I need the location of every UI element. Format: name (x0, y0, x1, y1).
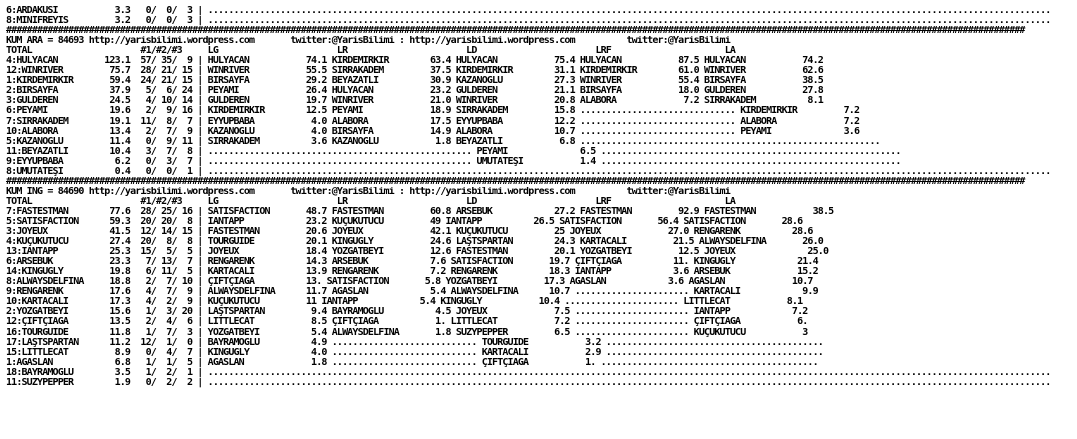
text-line: KUM ARA = 84693 http://yarisbilimi.wordpress.com twitter:@YarisBilimi : http://yarisbilimi.wordpress.com twitter:@YarisBilimi (6, 36, 730, 47)
text-line: 11:SUZYPEPPER 1.9 0/ 2/ 2 | ................................................................................................................................................................... (6, 377, 1051, 388)
text-line: 5:SATISFACTION 59.3 20/ 20/ 8 | İANTAPP 23.2 KÜÇÜKÜTÜCÜ 49 İANTAPP 26.5 SATISFACTION 56.4 SATISFACTION 28.6 (6, 216, 803, 227)
text-line: 9:EYYUPBABA 6.2 0/ 3/ 7 | ................................................... UMUTATEŞİ 1.4 .......................................................... (6, 156, 901, 167)
text-line: 1:KIRDEMİRKIR 59.4 24/ 21/ 15 | BİRSAYFA 29.2 BEYAZATLI 30.9 KAZANOĞLU 27.3 WİNRİVER 55.4 BİRSAYFA 38.5 (6, 76, 823, 87)
text-line: 3:JOYEUX 41.5 12/ 14/ 15 | FASTESTMAN 20.6 JOYEUX 42.1 KÜÇÜKÜTÜCÜ 25 JOYEUX 27.0 RENGARENK 28.6 (6, 227, 813, 238)
text-line: 10:KARTACALI 17.3 4/ 2/ 9 | KÜÇÜKÜTÜCÜ 11 İANTAPP 5.4 KİNGUGLY 10.4 ...................... LİTTLECAT 8.1 (6, 297, 803, 308)
text-line: TOTAL #1/#2/#3 LG LR LD LRF LA (6, 196, 736, 207)
text-line: ##################################################################################################################################################################################################### (6, 176, 1025, 187)
text-line: 12:WİNRİVER 75.7 28/ 21/ 15 | WİNRİVER 55.5 SIRRAKADEM 37.5 KIRDEMİRKIR 31.1 KIRDEMİRKIR 61.0 WİNRİVER 62.6 (6, 66, 823, 77)
text-line: 13:İANTAPP 25.3 15/ 5/ 5 | JOYEUX 18.4 YOZGATBEYİ 12.6 FASTESTMAN 20.1 YOZGATBEYİ 12.5 JOYEUX 25.0 (6, 247, 829, 258)
text-line: 2:YOZGATBEYİ 15.6 1/ 3/ 20 | LAŞTSPARTAN 9.4 BAYRAMOĞLU 4.5 JOYEUX 7.5 ...................... İANTAPP 7.2 (6, 307, 808, 318)
text-line: 1:AĞASLAN 6.8 1/ 1/ 5 | AĞASLAN 1.8 ............................ ÇİFTÇİAĞA 1. .......................................... (6, 357, 818, 368)
text-line: 18:BAYRAMOĞLU 3.5 1/ 2/ 1 | ................................................................................................................................................................... (6, 367, 1051, 378)
text-line: ##################################################################################################################################################################################################### (6, 26, 1025, 37)
text-line: 2:BİRSAYFA 37.9 5/ 6/ 24 | PEYAMİ 26.4 HÜLYACAN 23.2 GÜLDEREN 21.1 BİRSAYFA 18.0 GÜLDEREN 27.8 (6, 86, 823, 97)
text-line: 14:KİNGUGLY 19.8 6/ 11/ 5 | KARTACALI 13.9 RENGARENK 7.2 RENGARENK 18.3 İANTAPP 3.6 ARSEBÜK 15.2 (6, 267, 818, 278)
text-line: 8:ALWAYSDELFİNA 18.8 2/ 7/ 10 | ÇİFTÇİAĞA 13. SATISFACTION 5.8 YOZGATBEYİ 17.3 AĞASLAN 3.6 AĞASLAN 10.7 (6, 277, 813, 288)
text-line: 5:KAZANOĞLU 11.4 0/ 9/ 11 | SIRRAKADEM 3.6 KAZANOĞLU 1.8 BEYAZATLI 6.8 .......................................................... (6, 136, 880, 147)
text-line: 3:GÜLDEREN 24.5 4/ 10/ 14 | GÜLDEREN 19.7 WİNRİVER 21.0 WİNRİVER 20.8 ALABORA 7.2 SIRRAKADEM 8.1 (6, 96, 823, 107)
text-line: 10:ALABORA 13.4 2/ 7/ 9 | KAZANOĞLU 4.0 BİRSAYFA 14.9 ALABORA 10.7 .............................. PEYAMİ 3.6 (6, 126, 860, 137)
text-line: 8:MİNİFREYİS 3.2 0/ 0/ 3 | ................................................................................................................................................................... (6, 16, 1051, 27)
text-line: 17:LAŞTSPARTAN 11.2 12/ 1/ 0 | BAYRAMOĞLU 4.9 ............................ TOURGUIDE 3.2 .......................................... (6, 337, 823, 348)
text-line: 4:HÜLYACAN 123.1 57/ 35/ 9 | HÜLYACAN 74.1 KIRDEMİRKIR 63.4 HÜLYACAN 75.4 HÜLYACAN 87.5 HÜLYACAN 74.2 (6, 56, 823, 67)
text-line: 7:SIRRAKADEM 19.1 11/ 8/ 7 | EYYUPBABA 4.0 ALABORA 17.5 EYYUPBABA 12.2 .............................. ALABORA 7.2 (6, 116, 860, 127)
text-line: 12:ÇİFTÇİAĞA 13.5 2/ 4/ 6 | LİTTLECAT 8.5 ÇİFTÇİAĞA 1. LİTTLECAT 7.2 ...................... ÇİFTÇİAĞA 6. (6, 317, 808, 328)
text-line: 11:BEYAZATLI 10.4 3/ 7/ 8 | ................................................... PEYAMİ 6.5 .......................................................... (6, 146, 901, 157)
text-line: 15:LİTTLECAT 8.9 0/ 4/ 7 | KİNGUGLY 4.0 ............................ KARTACALI 2.9 .......................................... (6, 347, 823, 358)
text-line: 9:RENGARENK 17.6 4/ 7/ 9 | ALWAYSDELFİNA 11.7 AĞASLAN 5.4 ALWAYSDELFİNA 10.7 ...................... KARTACALI 9.9 (6, 287, 818, 298)
text-line: TOTAL #1/#2/#3 LG LR LD LRF LA (6, 46, 736, 57)
text-line: KUM İNG = 84690 http://yarisbilimi.wordpress.com twitter:@YarisBilimi : http://yarisbilimi.wordpress.com twitter:@YarisBilimi (6, 186, 730, 197)
text-line: 7:FASTESTMAN 77.6 28/ 25/ 16 | SATISFACTION 48.7 FASTESTMAN 60.8 ARSEBÜK 27.2 FASTESTMAN 92.9 FASTESTMAN 38.5 (6, 206, 834, 217)
results-text-listing (6, 6, 1072, 388)
text-line: 6:PEYAMİ 19.6 2/ 9/ 16 | KIRDEMİRKIR 12.5 PEYAMİ 18.9 SIRRAKADEM 15.8 .............................. KIRDEMİRKIR 7.2 (6, 106, 860, 117)
text-line: 6:ARDAKUSİ 3.3 0/ 0/ 3 | ................................................................................................................................................................... (6, 6, 1051, 16)
text-line: 4:KÜÇÜKÜTÜCÜ 27.4 20/ 8/ 8 | TOURGUIDE 20.1 KİNGUGLY 24.6 LAŞTSPARTAN 24.3 KARTACALI 21.5 ALWAYSDELFİNA 26.0 (6, 237, 823, 248)
text-line: 8:UMUTATEŞİ 0.4 0/ 0/ 1 | ................................................................................................................................................................... (6, 166, 1051, 177)
text-line: 16:TOURGUIDE 11.8 1/ 7/ 3 | YOZGATBEYİ 5.4 ALWAYSDELFİNA 1.8 SUZYPEPPER 6.5 ...................... KÜÇÜKÜTÜCÜ 3 (6, 327, 808, 338)
text-line: 6:ARSEBÜK 23.3 7/ 13/ 7 | RENGARENK 14.3 ARSEBÜK 7.6 SATISFACTION 19.7 ÇİFTÇİAĞA 11. KİNGUGLY 21.4 (6, 257, 818, 268)
